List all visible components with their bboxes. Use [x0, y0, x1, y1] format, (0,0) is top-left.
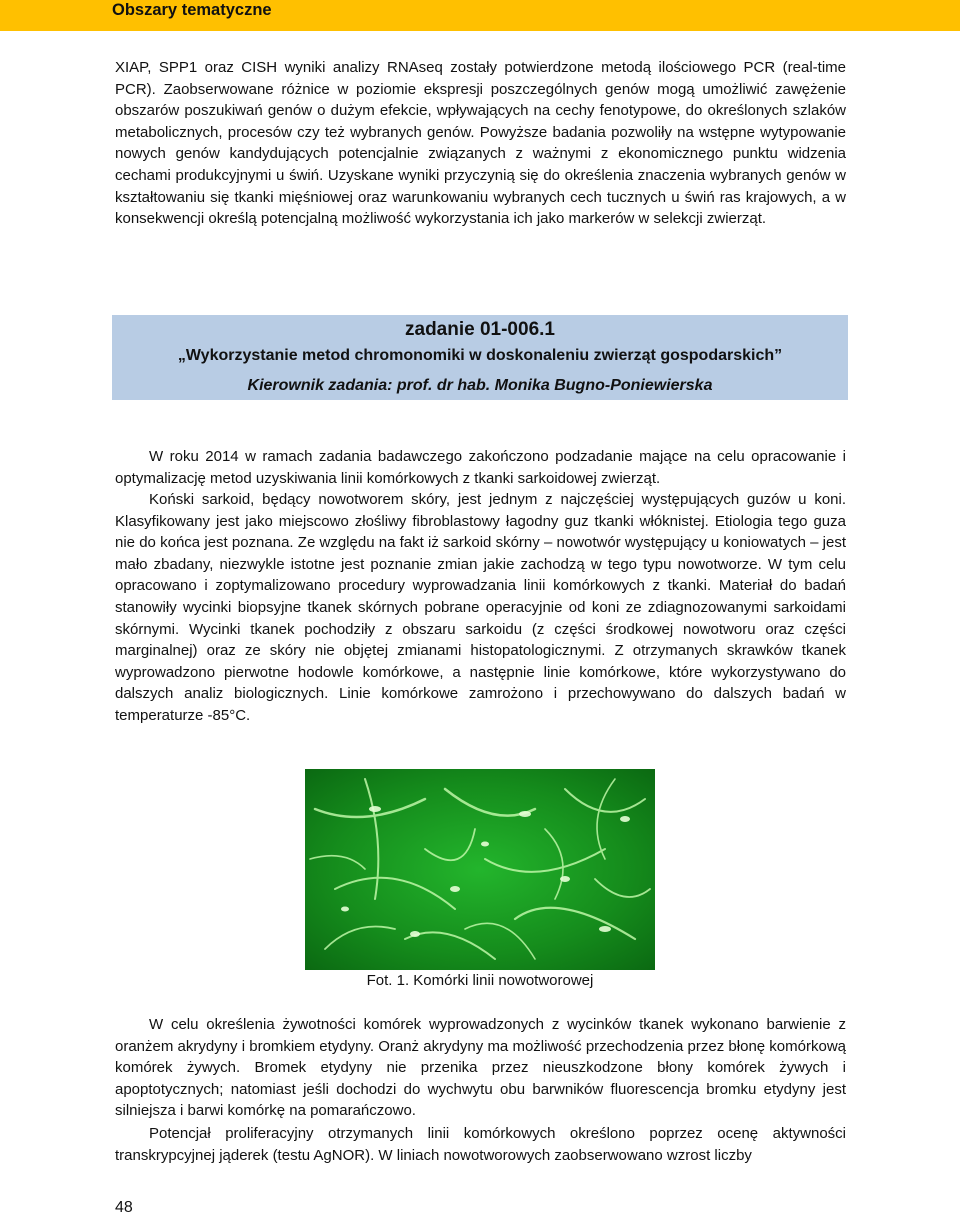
- paragraph-sarcoid: Koński sarkoid, będący nowotworem skóry, jest jednym z najczęściej występujących guzów u koni. Klasyfikowany jest jako miejscowo złośliwy fibroblastowy łagodny guz tkanki włóknistej. Etiologia tego guza nie do końca jest poznana. Ze względu na fakt iż sarkoid skórny – nowotwór występujący u koniowatych – jest mało zbadany, niezwykle istotne jest poznanie zmian jakie zachodzą w tego typu nowotworze. W tym celu opracowano i zoptymalizowano procedury wyprowadzania linii komórkowych z tkanki. Materiał do badań stanowiły wycinki biopsyjne tkanek skórnych pobrane operacyjnie od koni ze zdiagnozowanymi sarkoidami skórnymi. Wycinki tkanek pochodziły z obszaru sarkoidu (z części środkowej nowotworu oraz części marginalnej) oraz ze skóry nie objętej zmianami histopatologicznymi. Z otrzymanych skrawków tkanek wyprowadzono pierwotne hodowle komórkowe, a następnie linie komórkowe, które wykorzystywano do dalszych analiz biologicznych. Linie komórkowe zamrożono i przechowywano do dalszych badań w temperaturze -85°C.: [115, 491, 846, 724]
- header-bar: [0, 0, 960, 31]
- task-title: „Wykorzystanie metod chromonomiki w doskonaleniu zwierząt gospodarskich”: [177, 347, 783, 364]
- cell-culture-photo: [305, 769, 655, 970]
- page-number: 48: [115, 1199, 133, 1216]
- intro-paragraph: XIAP, SPP1 oraz CISH wyniki analizy RNAseq zostały potwierdzone metodą ilościowego PCR (real-time PCR). Zaobserwowane różnice w poziomie ekspresji poszczególnych genów mogą umożliwić zawężenie obszarów poszukiwań genów o dużym efekcie, wpływających na cechy fenotypowe, do określonych szlaków metabolicznych, procesów czy też wybranych genów. Powyższe badania pozwoliły na wstępne wytypowanie nowych genów kandydujących potencjalnie związanych z ważnymi z ekonomicznego punktu widzenia cechami produkcyjnymi u świń. Uzyskane wyniki przyczynią się do określenia znaczenia wybranych genów w kształtowaniu się tkanki mięśniowej oraz warunkowaniu wybranych cech tucznych u świń ras krajowych, a w konsekwencji określą potencjalną możliwość wykorzystania ich jako markerów w selekcji zwierząt.: [115, 59, 846, 228]
- task-leader: Kierownik zadania: prof. dr hab. Monika Bugno-Poniewierska: [247, 377, 713, 394]
- figure-caption: Fot. 1. Komórki linii nowotworowej: [366, 972, 594, 989]
- paragraph-intro-task: W roku 2014 w ramach zadania badawczego zakończono podzadanie mające na celu opracowanie i optymalizację metod uzyskiwania linii komórkowych z tkanki sarkoidowej zwierząt.: [115, 448, 846, 487]
- section-title: Obszary tematyczne: [112, 1, 272, 19]
- task-box: [112, 315, 848, 400]
- paragraph-proliferation: Potencjał proliferacyjny otrzymanych linii komórkowych określono poprzez ocenę aktywności transkrypcyjnej jąderek (testu AgNOR). W liniach nowotworowych zaobserwowano wzrost liczby: [115, 1125, 846, 1164]
- task-number: zadanie 01-006.1: [405, 319, 555, 340]
- paragraph-viability: W celu określenia żywotności komórek wyprowadzonych z wycinków tkanek wykonano barwienie z oranżem akrydyny i bromkiem etydyny. Oranż akrydyny ma możliwość przechodzenia przez błonę komórkową komórek żywych. Bromek etydyny nie przenika przez nieuszkodzone błony komórek żywych i apoptotycznych; natomiast jeśli dochodzi do wychwytu obu barwników fluorescencja bromku etydyny jest silniejsza i barwi komórkę na pomarańczowo.: [115, 1016, 846, 1120]
